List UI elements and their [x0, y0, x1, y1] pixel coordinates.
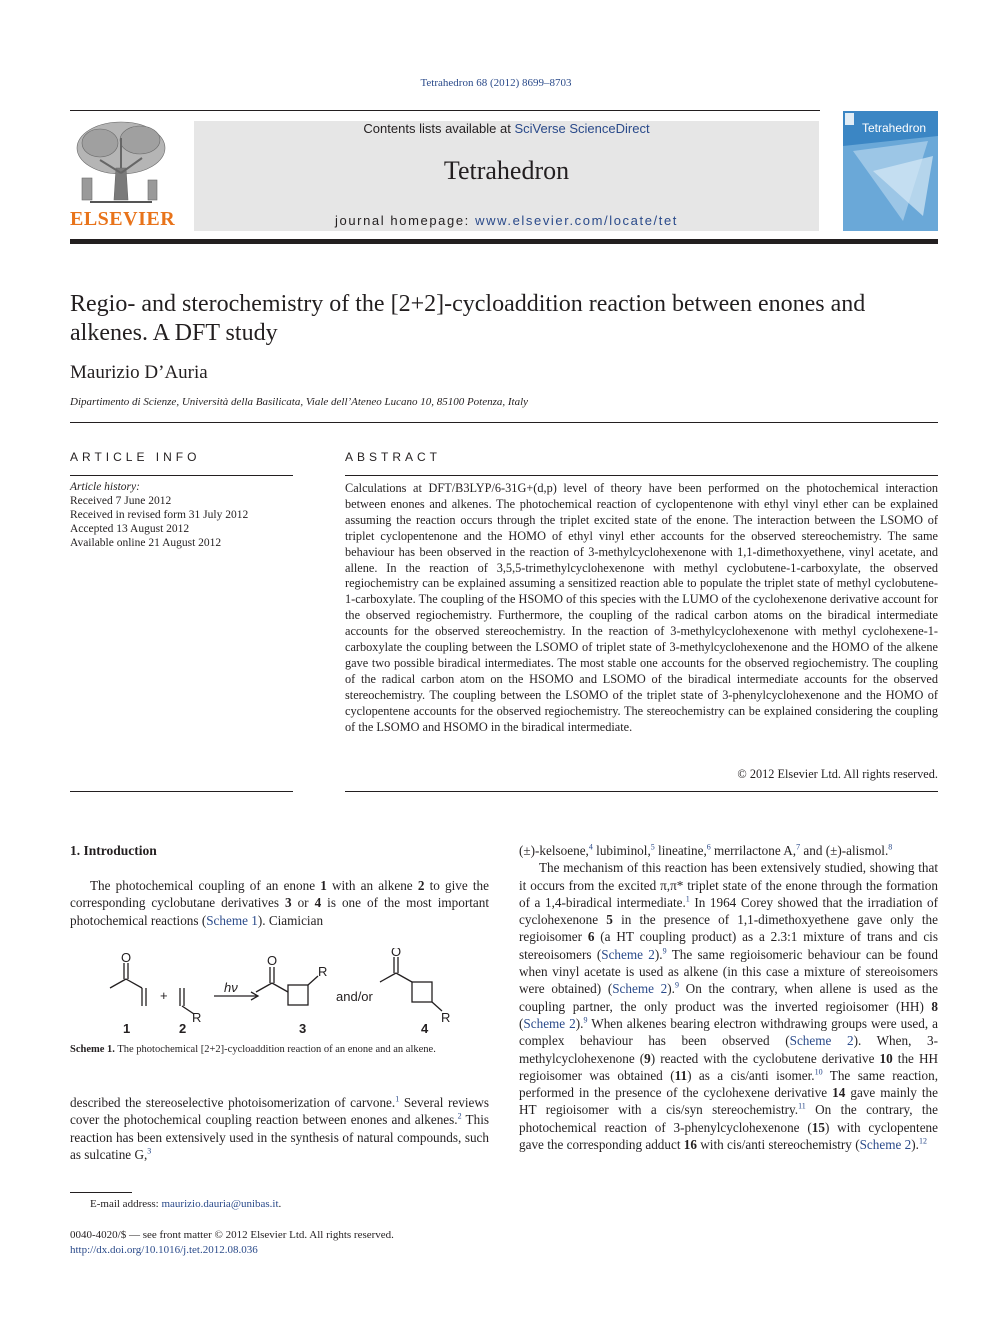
accepted-date: Accepted 13 August 2012 [70, 523, 190, 535]
introduction-heading: 1. Introduction [70, 843, 157, 858]
footnote-rule [70, 1192, 132, 1193]
header-rule [70, 110, 820, 111]
scheme-r-3: R [318, 964, 328, 979]
author-affiliation: Dipartimento di Scienze, Università della Basilicata, Viale dell’Ateneo Lucano 10, 85100 Potenza, Italy [70, 396, 529, 408]
article-title: Regio- and sterochemistry of the [2+2]-cycloaddition reaction between enones and alkenes. A DFT study [70, 291, 866, 346]
scheme-r-2: R [192, 1010, 202, 1025]
homepage-line [194, 213, 819, 228]
scheme-plus: + [160, 988, 168, 1003]
intro-right-column: (±)-kelsoene,$^4$ lubiminol,$^5$ lineatine,$^6$ merrilactone A,$^7$ and (±)-alismol.$^8$ The mechanism of this reaction has been extensively studied, showing that it occurs from the excited π,π* triplet state of the enone through the formation of a 1,4-biradical intermediate.$^1$ In 1964 Corey showed that the irradiation of cyclohexenone 5 in the presence of 1,1-dimethoxyethene gave only the regioisomer 6 (a HT coupling product) as a 2.3:1 mixture of trans and cis stereoisomers (Scheme 2).$^9$ The same regioisomeric behaviour can be found when vinyl acetate is used as alkene (in this case a mixture of stereoisomers were obtained) (Scheme 2).$^9$ On the contrary, when allene is used as the coupling partner, the only product was the inverted regioisomer (HH) 8 (Scheme 2).$^9$ When alkenes bearing electron withdrawing groups were used, a complex behaviour has been observed (Scheme 2). When, 3-methylcyclohexenone (9) reacted with the cyclobutene derivative 10 the HH regioisomer was obtained (11) as a cis/anti isomer.$^{10}$ The same reaction, performed in the presence of the cyclohexene derivative 14 gave mainly the HT regioisomer with a cis/syn stereochemistry.$^{11}$ On the contrary, the photochemical reaction of 3-phenylcyclohexenone (15) with cyclopentene gave the corresponding adduct 16 with cis/anti stereochemistry (Scheme 2).$^{12}$ [519, 842, 939, 1153]
elsevier-tree-logo [70, 118, 172, 208]
email-link[interactable]: maurizio.dauria@unibas.it [161, 1198, 279, 1210]
header-thick-rule [70, 239, 938, 244]
email-end: . [278, 1198, 282, 1210]
received-date: Received 7 June 2012 [70, 495, 172, 507]
email-label: E-mail address: [90, 1198, 162, 1210]
abstract-copyright: © 2012 Elsevier Ltd. All rights reserved. [737, 767, 938, 781]
scheme-compound-2: 2 [179, 1021, 187, 1036]
article-info-rule [70, 475, 293, 476]
scheme-caption-label: Scheme 1. [70, 1044, 115, 1055]
history-label: Article history: [70, 481, 140, 493]
author-name: Maurizio D’Auria [70, 362, 208, 383]
cover-title: Tetrahedron [862, 121, 927, 135]
corresponding-email [90, 1198, 281, 1210]
article-info-heading: ARTICLE INFO [70, 450, 201, 464]
scheme-1-diagram [96, 948, 476, 1038]
issn-line: 0040-4020/$ — see front matter © 2012 Elsevier Ltd. All rights reserved. [70, 1229, 394, 1241]
contents-line [194, 121, 819, 136]
scheme-caption-text: The photochemical [2+2]-cycloaddition reaction of an enone and an alkene. [114, 1044, 436, 1055]
scheme-1-caption [70, 1043, 489, 1057]
issn-block [70, 1228, 394, 1258]
doi-link[interactable]: http://dx.doi.org/10.1016/j.tet.2012.08.036 [70, 1244, 258, 1256]
revised-date: Received in revised form 31 July 2012 [70, 509, 249, 521]
article-history [70, 480, 293, 550]
scheme-o-4: O [391, 948, 402, 959]
scheme-o-3: O [267, 953, 278, 968]
scheme-r-4: R [441, 1010, 451, 1025]
sciencedirect-link[interactable]: SciVerse ScienceDirect [514, 121, 650, 136]
intro-paragraph-1-continued: described the stereoselective photoisomerization of carvone.$^1$ Several reviews cover the photochemical coupling reaction between enones and alkenes.$^2$ This reaction has been extensively used in the synthesis of natural compounds, such as sulcatine G,$^3$ [70, 1094, 489, 1162]
elsevier-wordmark: ELSEVIER [70, 208, 176, 230]
abstract-heading: ABSTRACT [345, 450, 442, 464]
abstract-text: Calculations at DFT/B3LYP/6-31G+(d,p) level of theory have been performed on the photochemical interaction between enones and alkenes. The photochemical reaction of cyclopentenone with ethyl vinyl ether can be explained assuming the reaction occurs through the triplet excited state of the enone. The interaction between the LSOMO of triplet cyclopentenone and the HOMO of ethyl vinyl ether accounts for the observed stereochemistry. The same behaviour has been observed in the reaction of 3-methylcyclohexenone with 1,1-dimethoxyethene, vinyl acetate, and allene. In the reaction of 3,5,5-trimethylcyclohexenone with methyl cyclobutene-1-carboxylate, the observed regiochemistry can be explained assuming a sensitized reaction able to populate the triplet state of methyl cyclobutene-1-carboxylate. The coupling of the HSOMO of this species with the LUMO of the cyclohexenone derivative account for the observed regiochemistry. Furthermore, the coupling of the radical carbon atoms on the biradical intermediate accounts for the observed stereochemistry. In the reaction of 3-methylcyclohexenone with methyl cyclohexene-1-carboxylate the coupling between the LSOMO of triplet state of 3-methylcyclohexenone and the HOMO of the alkene gave two possible biradical intermediates. The most stable one accounts for the observed regiochemistry. The coupling of the radical carbon atom on the HSOMO and LSOMO of the biradical intermediate accounts for the observed stereochemistry. The coupling between the LSOMO of the triplet state of 3-phenylcyclohexenone and the HOMO of cyclopentene accounts for the observed regiochemistry. The stereochemistry can be explained considering the coupling of the LSOMO and HSOMO in the biradical intermediate. [345, 481, 938, 734]
abstract-bottom-rule [345, 791, 938, 792]
journal-name: Tetrahedron [443, 156, 570, 185]
scheme-andor: and/or [336, 989, 373, 1004]
scheme-compound-1: 1 [123, 1021, 131, 1036]
online-date: Available online 21 August 2012 [70, 537, 222, 549]
scheme-compound-3: 3 [299, 1021, 307, 1036]
homepage-prefix: journal homepage: [335, 213, 476, 228]
article-info-bottom-rule [70, 791, 293, 792]
abstract-rule [345, 475, 938, 476]
journal-citation[interactable]: Tetrahedron 68 (2012) 8699–8703 [420, 77, 572, 89]
scheme-o-1: O [121, 950, 132, 965]
scheme-compound-4: 4 [421, 1021, 429, 1036]
scheme-hv: hν [224, 980, 238, 995]
homepage-link[interactable]: www.elsevier.com/locate/tet [475, 213, 678, 228]
contents-prefix: Contents lists available at [363, 121, 515, 136]
title-block-rule [70, 422, 938, 423]
intro-paragraph-1: The photochemical coupling of an enone 1 with an alkene 2 to give the corresponding cyclobutane derivatives 3 or 4 is one of the most important photochemical reactions (Scheme 1). Ciamician [70, 878, 489, 928]
